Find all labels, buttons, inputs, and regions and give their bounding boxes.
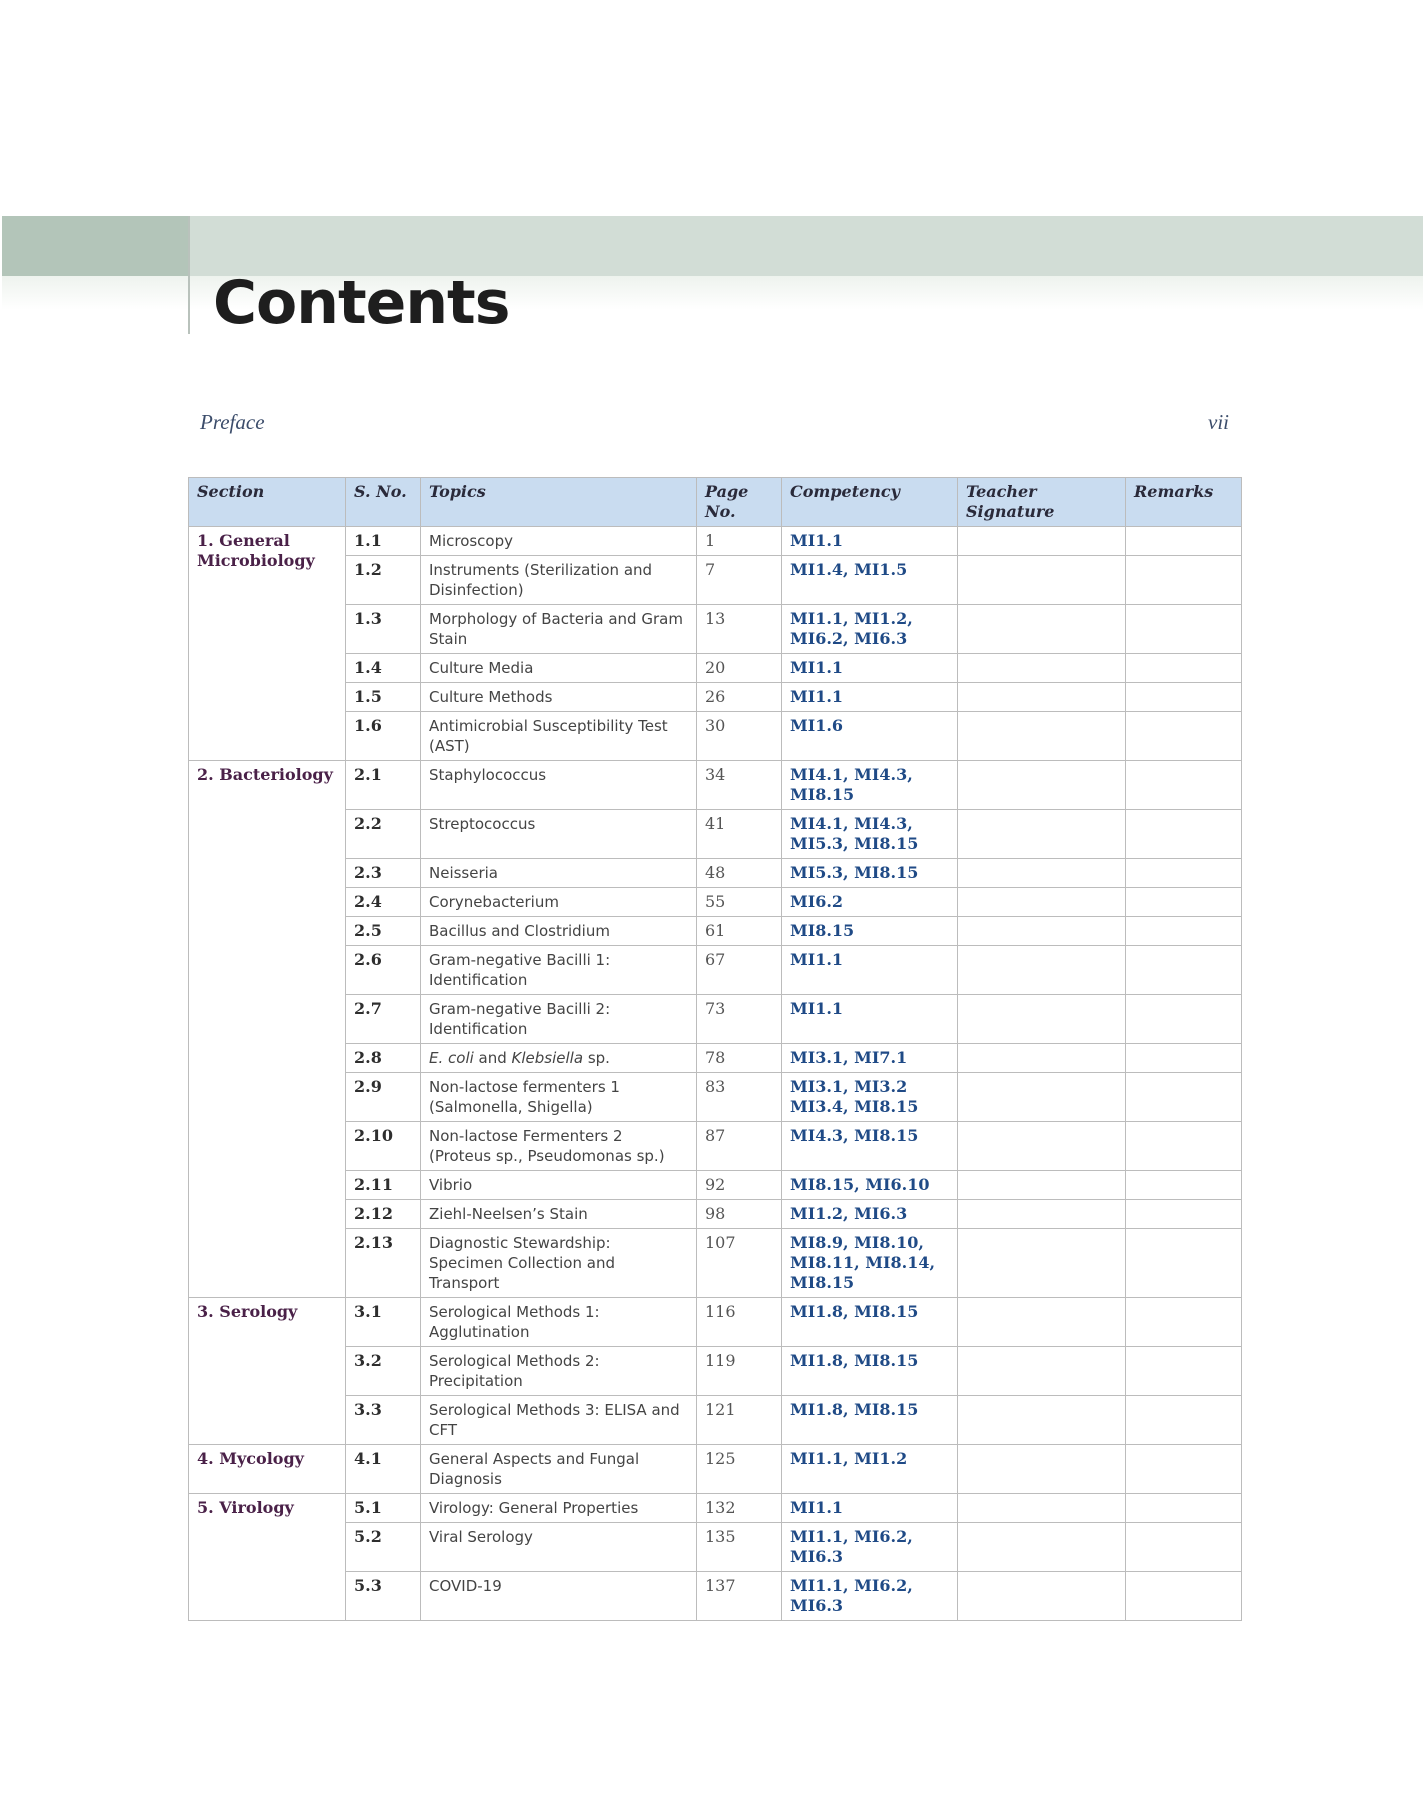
page-number: 61 xyxy=(697,917,782,946)
page-number: 125 xyxy=(697,1445,782,1494)
page-number: 13 xyxy=(697,605,782,654)
topic-title: Non-lactose fermenters 1 (Salmonella, Shigella) xyxy=(421,1073,697,1122)
section-label: 5. Virology xyxy=(189,1494,346,1621)
remarks-cell xyxy=(1126,859,1242,888)
remarks-cell xyxy=(1126,1347,1242,1396)
topic-title: Streptococcus xyxy=(421,810,697,859)
topic-title: Corynebacterium xyxy=(421,888,697,917)
remarks-cell xyxy=(1126,1523,1242,1572)
table-row xyxy=(189,712,1242,761)
topic-title: COVID-19 xyxy=(421,1572,697,1621)
remarks-cell xyxy=(1126,1200,1242,1229)
serial-number: 1.2 xyxy=(346,556,421,605)
table-row xyxy=(189,1445,1242,1494)
competency-codes: MI3.1, MI3.2 MI3.4, MI8.15 xyxy=(782,1073,958,1122)
serial-number: 4.1 xyxy=(346,1445,421,1494)
remarks-cell xyxy=(1126,1396,1242,1445)
topic-title: Antimicrobial Susceptibility Test (AST) xyxy=(421,712,697,761)
table-row xyxy=(189,1229,1242,1298)
remarks-cell xyxy=(1126,1298,1242,1347)
table-row xyxy=(189,1171,1242,1200)
teacher-signature-cell xyxy=(958,761,1126,810)
teacher-signature-cell xyxy=(958,1347,1126,1396)
table-row xyxy=(189,1298,1242,1347)
table-row xyxy=(189,527,1242,556)
teacher-signature-cell xyxy=(958,605,1126,654)
competency-codes: MI1.1, MI1.2 xyxy=(782,1445,958,1494)
page-number: 78 xyxy=(697,1044,782,1073)
table-header-row xyxy=(189,478,1242,527)
serial-number: 2.13 xyxy=(346,1229,421,1298)
teacher-signature-cell xyxy=(958,1200,1126,1229)
teacher-signature-cell xyxy=(958,810,1126,859)
page-number: 116 xyxy=(697,1298,782,1347)
table-row xyxy=(189,995,1242,1044)
competency-codes: MI1.1, MI6.2, MI6.3 xyxy=(782,1523,958,1572)
contents-table-body xyxy=(189,527,1242,1621)
header-page-no: Page No. xyxy=(697,478,782,527)
serial-number: 2.5 xyxy=(346,917,421,946)
section-label: 4. Mycology xyxy=(189,1445,346,1494)
teacher-signature-cell xyxy=(958,1523,1126,1572)
serial-number: 2.12 xyxy=(346,1200,421,1229)
serial-number: 2.8 xyxy=(346,1044,421,1073)
competency-codes: MI1.1 xyxy=(782,654,958,683)
table-row xyxy=(189,888,1242,917)
page-number: 30 xyxy=(697,712,782,761)
remarks-cell xyxy=(1126,1171,1242,1200)
table-row xyxy=(189,683,1242,712)
page-number: 137 xyxy=(697,1572,782,1621)
competency-codes: MI6.2 xyxy=(782,888,958,917)
remarks-cell xyxy=(1126,1229,1242,1298)
topic-title: Virology: General Properties xyxy=(421,1494,697,1523)
topic-title: Bacillus and Clostridium xyxy=(421,917,697,946)
header-divider xyxy=(188,216,190,334)
header-band-left xyxy=(2,216,188,276)
page-number: 119 xyxy=(697,1347,782,1396)
teacher-signature-cell xyxy=(958,1396,1126,1445)
remarks-cell xyxy=(1126,556,1242,605)
remarks-cell xyxy=(1126,1445,1242,1494)
remarks-cell xyxy=(1126,995,1242,1044)
page-number: 92 xyxy=(697,1171,782,1200)
competency-codes: MI8.15 xyxy=(782,917,958,946)
teacher-signature-cell xyxy=(958,1445,1126,1494)
remarks-cell xyxy=(1126,605,1242,654)
page-number: 87 xyxy=(697,1122,782,1171)
teacher-signature-cell xyxy=(958,683,1126,712)
teacher-signature-cell xyxy=(958,888,1126,917)
table-row xyxy=(189,946,1242,995)
remarks-cell xyxy=(1126,1073,1242,1122)
table-row xyxy=(189,654,1242,683)
competency-codes: MI1.6 xyxy=(782,712,958,761)
topic-title: Serological Methods 3: ELISA and CFT xyxy=(421,1396,697,1445)
topic-title-part: sp. xyxy=(583,1049,610,1067)
remarks-cell xyxy=(1126,1494,1242,1523)
header-band-right xyxy=(190,216,1423,276)
table-row xyxy=(189,810,1242,859)
teacher-signature-cell xyxy=(958,1122,1126,1171)
page-number: 132 xyxy=(697,1494,782,1523)
topic-title xyxy=(421,1044,697,1073)
table-row xyxy=(189,1347,1242,1396)
topic-title-part: E. coli xyxy=(429,1049,474,1067)
teacher-signature-cell xyxy=(958,527,1126,556)
serial-number: 3.3 xyxy=(346,1396,421,1445)
page-number: 135 xyxy=(697,1523,782,1572)
topic-title: Staphylococcus xyxy=(421,761,697,810)
competency-codes: MI1.8, MI8.15 xyxy=(782,1347,958,1396)
header-teacher-signature: Teacher Signature xyxy=(958,478,1126,527)
teacher-signature-cell xyxy=(958,1073,1126,1122)
topic-title: Serological Methods 1: Agglutination xyxy=(421,1298,697,1347)
table-row xyxy=(189,605,1242,654)
header-section: Section xyxy=(189,478,346,527)
header-remarks: Remarks xyxy=(1126,478,1242,527)
competency-codes: MI1.1 xyxy=(782,946,958,995)
teacher-signature-cell xyxy=(958,1044,1126,1073)
topic-title: Ziehl-Neelsen’s Stain xyxy=(421,1200,697,1229)
page-number: 98 xyxy=(697,1200,782,1229)
page-number: 41 xyxy=(697,810,782,859)
header-sno: S. No. xyxy=(346,478,421,527)
page-number: 121 xyxy=(697,1396,782,1445)
remarks-cell xyxy=(1126,1572,1242,1621)
serial-number: 5.2 xyxy=(346,1523,421,1572)
remarks-cell xyxy=(1126,1122,1242,1171)
serial-number: 3.1 xyxy=(346,1298,421,1347)
table-row xyxy=(189,1572,1242,1621)
remarks-cell xyxy=(1126,917,1242,946)
table-row xyxy=(189,1494,1242,1523)
page-number: 107 xyxy=(697,1229,782,1298)
serial-number: 1.5 xyxy=(346,683,421,712)
competency-codes: MI1.8, MI8.15 xyxy=(782,1298,958,1347)
serial-number: 2.1 xyxy=(346,761,421,810)
serial-number: 2.2 xyxy=(346,810,421,859)
competency-codes: MI8.9, MI8.10, MI8.11, MI8.14, MI8.15 xyxy=(782,1229,958,1298)
remarks-cell xyxy=(1126,761,1242,810)
competency-codes: MI1.1 xyxy=(782,683,958,712)
serial-number: 2.7 xyxy=(346,995,421,1044)
competency-codes: MI4.1, MI4.3, MI5.3, MI8.15 xyxy=(782,810,958,859)
table-row xyxy=(189,761,1242,810)
page-number: 48 xyxy=(697,859,782,888)
preface-label: Preface xyxy=(200,410,265,434)
page-number: 7 xyxy=(697,556,782,605)
teacher-signature-cell xyxy=(958,1572,1126,1621)
topic-title-part: Klebsiella xyxy=(511,1049,584,1067)
topic-title: Non-lactose Fermenters 2 (Proteus sp., Pseudomonas sp.) xyxy=(421,1122,697,1171)
topic-title: Serological Methods 2: Precipitation xyxy=(421,1347,697,1396)
serial-number: 2.3 xyxy=(346,859,421,888)
section-label: 2. Bacteriology xyxy=(189,761,346,1298)
section-label: 3. Serology xyxy=(189,1298,346,1445)
table-row xyxy=(189,556,1242,605)
competency-codes: MI5.3, MI8.15 xyxy=(782,859,958,888)
teacher-signature-cell xyxy=(958,556,1126,605)
topic-title: Neisseria xyxy=(421,859,697,888)
topic-title: Morphology of Bacteria and Gram Stain xyxy=(421,605,697,654)
teacher-signature-cell xyxy=(958,712,1126,761)
competency-codes: MI1.1 xyxy=(782,527,958,556)
serial-number: 2.6 xyxy=(346,946,421,995)
teacher-signature-cell xyxy=(958,1171,1126,1200)
teacher-signature-cell xyxy=(958,1229,1126,1298)
page-number: 26 xyxy=(697,683,782,712)
serial-number: 5.3 xyxy=(346,1572,421,1621)
serial-number: 2.11 xyxy=(346,1171,421,1200)
page-number: 73 xyxy=(697,995,782,1044)
table-row xyxy=(189,1523,1242,1572)
remarks-cell xyxy=(1126,712,1242,761)
remarks-cell xyxy=(1126,810,1242,859)
serial-number: 3.2 xyxy=(346,1347,421,1396)
topic-title: Diagnostic Stewardship: Specimen Collection and Transport xyxy=(421,1229,697,1298)
competency-codes: MI1.2, MI6.3 xyxy=(782,1200,958,1229)
serial-number: 1.4 xyxy=(346,654,421,683)
table-row xyxy=(189,1396,1242,1445)
preface-page-number: vii xyxy=(1208,410,1229,434)
teacher-signature-cell xyxy=(958,995,1126,1044)
topic-title: Instruments (Sterilization and Disinfection) xyxy=(421,556,697,605)
page-number: 34 xyxy=(697,761,782,810)
table-row xyxy=(189,1122,1242,1171)
page-number: 83 xyxy=(697,1073,782,1122)
page-number: 1 xyxy=(697,527,782,556)
page-number: 20 xyxy=(697,654,782,683)
teacher-signature-cell xyxy=(958,946,1126,995)
topic-title: Culture Media xyxy=(421,654,697,683)
competency-codes: MI1.1 xyxy=(782,995,958,1044)
competency-codes: MI1.1, MI1.2, MI6.2, MI6.3 xyxy=(782,605,958,654)
serial-number: 2.10 xyxy=(346,1122,421,1171)
serial-number: 1.3 xyxy=(346,605,421,654)
topic-title-part: and xyxy=(473,1049,512,1067)
competency-codes: MI8.15, MI6.10 xyxy=(782,1171,958,1200)
competency-codes: MI1.4, MI1.5 xyxy=(782,556,958,605)
topic-title: Microscopy xyxy=(421,527,697,556)
teacher-signature-cell xyxy=(958,859,1126,888)
competency-codes: MI1.1, MI6.2, MI6.3 xyxy=(782,1572,958,1621)
page-title: Contents xyxy=(213,268,510,338)
topic-title: General Aspects and Fungal Diagnosis xyxy=(421,1445,697,1494)
teacher-signature-cell xyxy=(958,1494,1126,1523)
teacher-signature-cell xyxy=(958,917,1126,946)
remarks-cell xyxy=(1126,683,1242,712)
section-label: 1. General Microbiology xyxy=(189,527,346,761)
table-row xyxy=(189,1073,1242,1122)
remarks-cell xyxy=(1126,1044,1242,1073)
teacher-signature-cell xyxy=(958,654,1126,683)
competency-codes: MI1.8, MI8.15 xyxy=(782,1396,958,1445)
table-row xyxy=(189,917,1242,946)
contents-table xyxy=(188,477,1242,1621)
teacher-signature-cell xyxy=(958,1298,1126,1347)
topic-title: Vibrio xyxy=(421,1171,697,1200)
competency-codes: MI4.3, MI8.15 xyxy=(782,1122,958,1171)
page-number: 55 xyxy=(697,888,782,917)
page-number: 67 xyxy=(697,946,782,995)
topic-title: Culture Methods xyxy=(421,683,697,712)
remarks-cell xyxy=(1126,654,1242,683)
serial-number: 1.1 xyxy=(346,527,421,556)
topic-title: Gram-negative Bacilli 2: Identification xyxy=(421,995,697,1044)
competency-codes: MI3.1, MI7.1 xyxy=(782,1044,958,1073)
serial-number: 2.4 xyxy=(346,888,421,917)
table-row xyxy=(189,859,1242,888)
topic-title: Gram-negative Bacilli 1: Identification xyxy=(421,946,697,995)
competency-codes: MI4.1, MI4.3, MI8.15 xyxy=(782,761,958,810)
serial-number: 1.6 xyxy=(346,712,421,761)
remarks-cell xyxy=(1126,946,1242,995)
serial-number: 2.9 xyxy=(346,1073,421,1122)
remarks-cell xyxy=(1126,527,1242,556)
table-row xyxy=(189,1200,1242,1229)
remarks-cell xyxy=(1126,888,1242,917)
header-topics: Topics xyxy=(421,478,697,527)
topic-title: Viral Serology xyxy=(421,1523,697,1572)
serial-number: 5.1 xyxy=(346,1494,421,1523)
competency-codes: MI1.1 xyxy=(782,1494,958,1523)
table-row xyxy=(189,1044,1242,1073)
header-competency: Competency xyxy=(782,478,958,527)
